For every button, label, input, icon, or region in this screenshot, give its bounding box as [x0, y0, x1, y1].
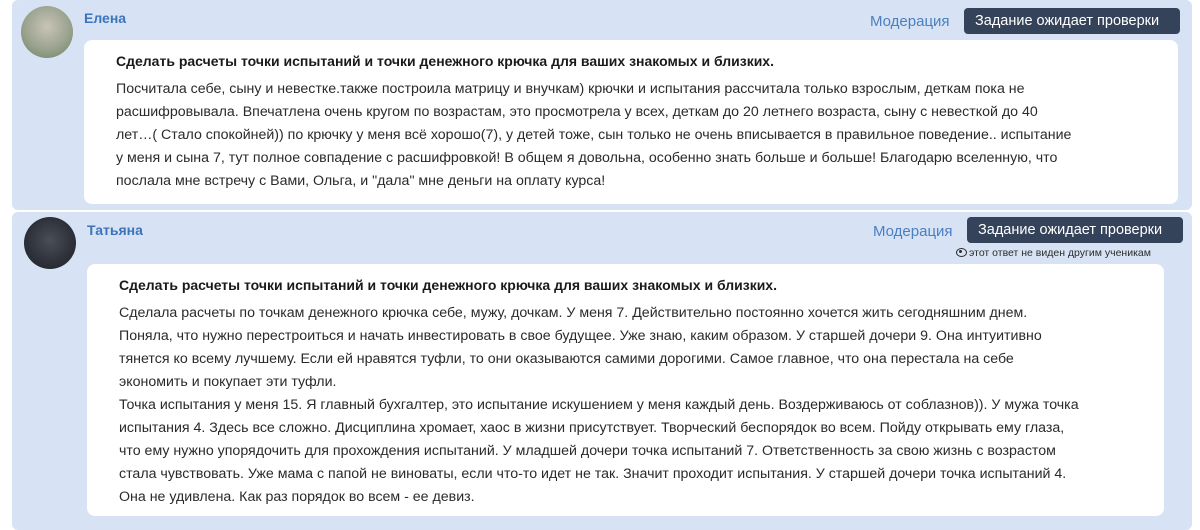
text-line: Сделала расчеты по точкам денежного крючка себе, мужу, дочкам. У меня 7. Действительно постоянно хочется жить сегодняшним днем.	[119, 305, 1028, 321]
text-line: Она не удивлена. Как раз порядок во всем - ее девиз.	[119, 489, 475, 505]
task-title: Сделать расчеты точки испытаний и точки денежного крючка для ваших знакомых и близких.	[116, 53, 774, 69]
moderation-link[interactable]: Модерация	[870, 13, 950, 30]
hidden-answer-notice	[956, 247, 1151, 259]
text-line: Поняла, что нужно перестроиться и начать инвестировать в свое будущее. Уже знаю, каким образом. У старшей дочери 9. Она интуитивно	[119, 328, 1042, 344]
avatar[interactable]	[21, 6, 73, 58]
answer-post	[12, 0, 1192, 210]
text-line: экономить и покупает эти туфли.	[119, 374, 337, 390]
text-line: послала мне встречу с Вами, Ольга, и "дала" мне деньги на оплату курса!	[116, 173, 606, 189]
task-title: Сделать расчеты точки испытаний и точки денежного крючка для ваших знакомых и близких.	[119, 277, 777, 293]
answer-card	[87, 264, 1164, 516]
text-line: расшифровывала. Впечатлена очень кругом по возрастам, это просмотрела у всех, деткам до 20 летнего возраста, сыну с невесткой до 40	[116, 104, 1038, 120]
text-line: испытания 4. Здесь все сложно. Дисциплина хромает, хаос в жизни присутствует. Творческий беспорядок во всем. Пойду открывать ему глаза,	[119, 420, 1065, 436]
status-button[interactable]: Задание ожидает проверки	[967, 217, 1183, 243]
notice-text: этот ответ не виден другим ученикам	[969, 247, 1151, 259]
answer-text	[119, 302, 1144, 509]
text-line: стала чувствовать. Уже мама с папой не виноваты, если что-то идет не так. Значит проходит испытания. У старшей дочери точка испытаний 4.	[119, 466, 1067, 482]
text-line: у меня и сына 7, тут полное совпадение с расшифровкой! В общем я довольна, особенно знать больше и больше! Благодарю вселенную, что	[116, 150, 1058, 166]
answer-post	[12, 212, 1192, 530]
answer-text	[116, 78, 1156, 193]
answer-card	[84, 40, 1178, 204]
author-name[interactable]: Татьяна	[87, 222, 143, 238]
text-line: тянется ко всему лучшему. Если ей нравятся туфли, то они оказываются самими дорогими. Самое главное, что она перестала на себе	[119, 351, 1014, 367]
text-line: Посчитала себе, сыну и невестке.также построила матрицу и внучкам) крючки и испытания рассчитала только взрослым, деткам пока не	[116, 81, 1025, 97]
text-line: что ему нужно упорядочить для прохождения испытаний. У младшей дочери точка испытаний 7. Ответственность за свою жизнь с возрастом	[119, 443, 1056, 459]
author-name[interactable]: Елена	[84, 10, 127, 26]
avatar[interactable]	[24, 217, 76, 269]
text-line: лет…( Стало спокойней)) по крючку у меня всё хорошо(7), у детей тоже, сын только не очень вписывается в правильное поведение.. испытание	[116, 127, 1072, 143]
status-button[interactable]: Задание ожидает проверки	[964, 8, 1180, 34]
text-line: Точка испытания у меня 15. Я главный бухгалтер, это испытание искушением у меня каждый день. Воздерживаюсь от соблазнов)). У мужа точка	[119, 397, 1079, 413]
hidden-eye-icon	[956, 248, 967, 257]
moderation-link[interactable]: Модерация	[873, 223, 953, 240]
